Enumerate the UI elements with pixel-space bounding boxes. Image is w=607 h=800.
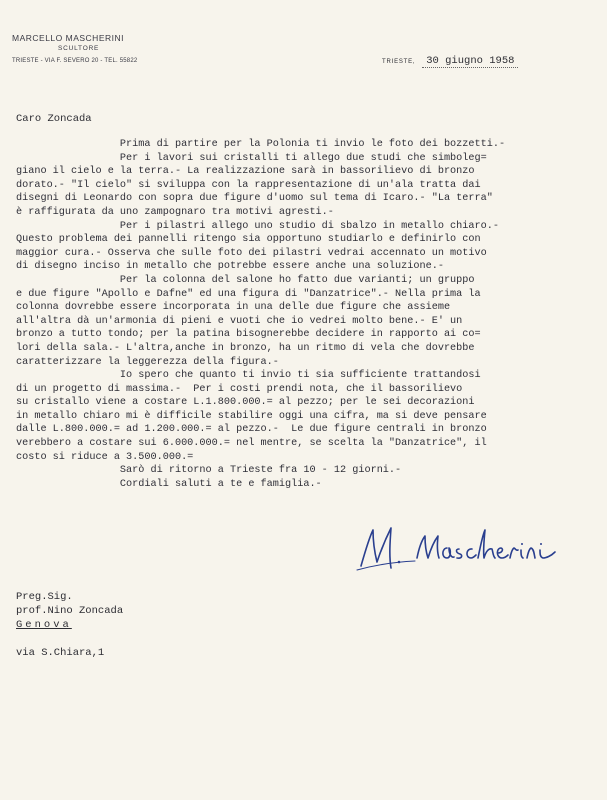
letterhead-address: TRIESTE - VIA F. SEVERO 20 - TEL. 55822 xyxy=(12,58,138,64)
body-line: caratterizzare la leggerezza della figura.- xyxy=(16,356,279,368)
body-line: dorato.- "Il cielo" si sviluppa con la rappresentazione di un'ala tratta dai xyxy=(16,179,481,191)
body-line: è raffigurata da uno zampognaro tra motivi agresti.- xyxy=(16,206,334,218)
salutation: Caro Zoncada xyxy=(16,113,92,125)
body-line: dalle L.800.000.= ad 1.200.000.= al pezzo.- Le due figure centrali in bronzo xyxy=(16,424,487,436)
body-line: Sarò di ritorno a Trieste fra 10 - 12 giorni.- xyxy=(16,465,402,477)
letterhead-role: SCULTORE xyxy=(58,45,100,52)
date-value: 30 giugno 1958 xyxy=(422,55,518,68)
body-line: Io spero che quanto ti invio ti sia sufficiente trattandosi xyxy=(16,370,481,382)
body-line: di un progetto di massima.- Per i costi prendi nota, che il bassorilievo xyxy=(16,383,463,395)
body-line: bronzo a tutto tondo; per la patina bisognerebbe decidere in rapporto ai co= xyxy=(16,329,481,341)
body-line: su cristallo viene a costare L.1.800.000.= al pezzo; per le sei decorazioni xyxy=(16,397,475,409)
body-line: all'altra dà un'armonia di pieni e vuoti che io vedrei molto bene.- E' un xyxy=(16,315,463,327)
recipient-salutation: Preg.Sig. xyxy=(16,591,73,603)
letterhead-name: MARCELLO MASCHERINI xyxy=(12,33,124,43)
body-line: disegni di Leonardo con sopra due figure d'uomo sul tema di Icaro.- "La terra" xyxy=(16,193,493,205)
body-line: giano il cielo e la terra.- La realizzazione sarà in bassorilievo di bronzo xyxy=(16,166,475,178)
body-line: Prima di partire per la Polonia ti invio le foto dei bozzetti.- xyxy=(16,139,506,150)
handwritten-signature xyxy=(355,518,585,578)
body-line: verebbero a costare sui 6.000.000.= nel mentre, se scelta la "Danzatrice", il xyxy=(16,438,487,450)
recipient-street: via S.Chiara,1 xyxy=(16,647,105,659)
date-city: TRIESTE, xyxy=(382,59,416,65)
body-line: maggior cura.- Osserva che sulle foto dei pilastri vedrai accennato un motivo xyxy=(16,247,487,259)
recipient-city: Genova xyxy=(16,619,72,631)
body-line: Questo problema dei pannelli ritengo sia opportuno studiarlo e definirlo con xyxy=(16,234,481,246)
dateline xyxy=(382,55,518,67)
body-line: e due figure "Apollo e Dafne" ed una figura di "Danzatrice".- Nella prima la xyxy=(16,288,481,300)
recipient-name: prof.Nino Zoncada xyxy=(16,605,124,617)
body-line: Per i lavori sui cristalli ti allego due studi che simboleg= xyxy=(16,152,487,164)
body-line: Per i pilastri allego uno studio di sbalzo in metallo chiaro.- xyxy=(16,220,499,232)
body-line: di disegno inciso in metallo che potrebbe essere anche una soluzione.- xyxy=(16,261,444,273)
body-line: Per la colonna del salone ho fatto due varianti; un gruppo xyxy=(16,274,475,286)
body-line: in metallo chiaro mi è difficile stabilire oggi una cifra, ma si deve pensare xyxy=(16,410,487,422)
body-line: colonna dovrebbe essere incorporata in una delle due figure che assieme xyxy=(16,302,451,314)
body-line: costo si riduce a 3.500.000.= xyxy=(16,451,194,463)
letterhead xyxy=(12,33,137,64)
body-line: Cordiali saluti a te e famiglia.- xyxy=(16,478,322,490)
recipient-address xyxy=(16,590,123,660)
letter-body xyxy=(16,138,606,491)
body-line: lori della sala.- L'altra,anche in bronzo, ha un ritmo di vela che dovrebbe xyxy=(16,342,475,354)
